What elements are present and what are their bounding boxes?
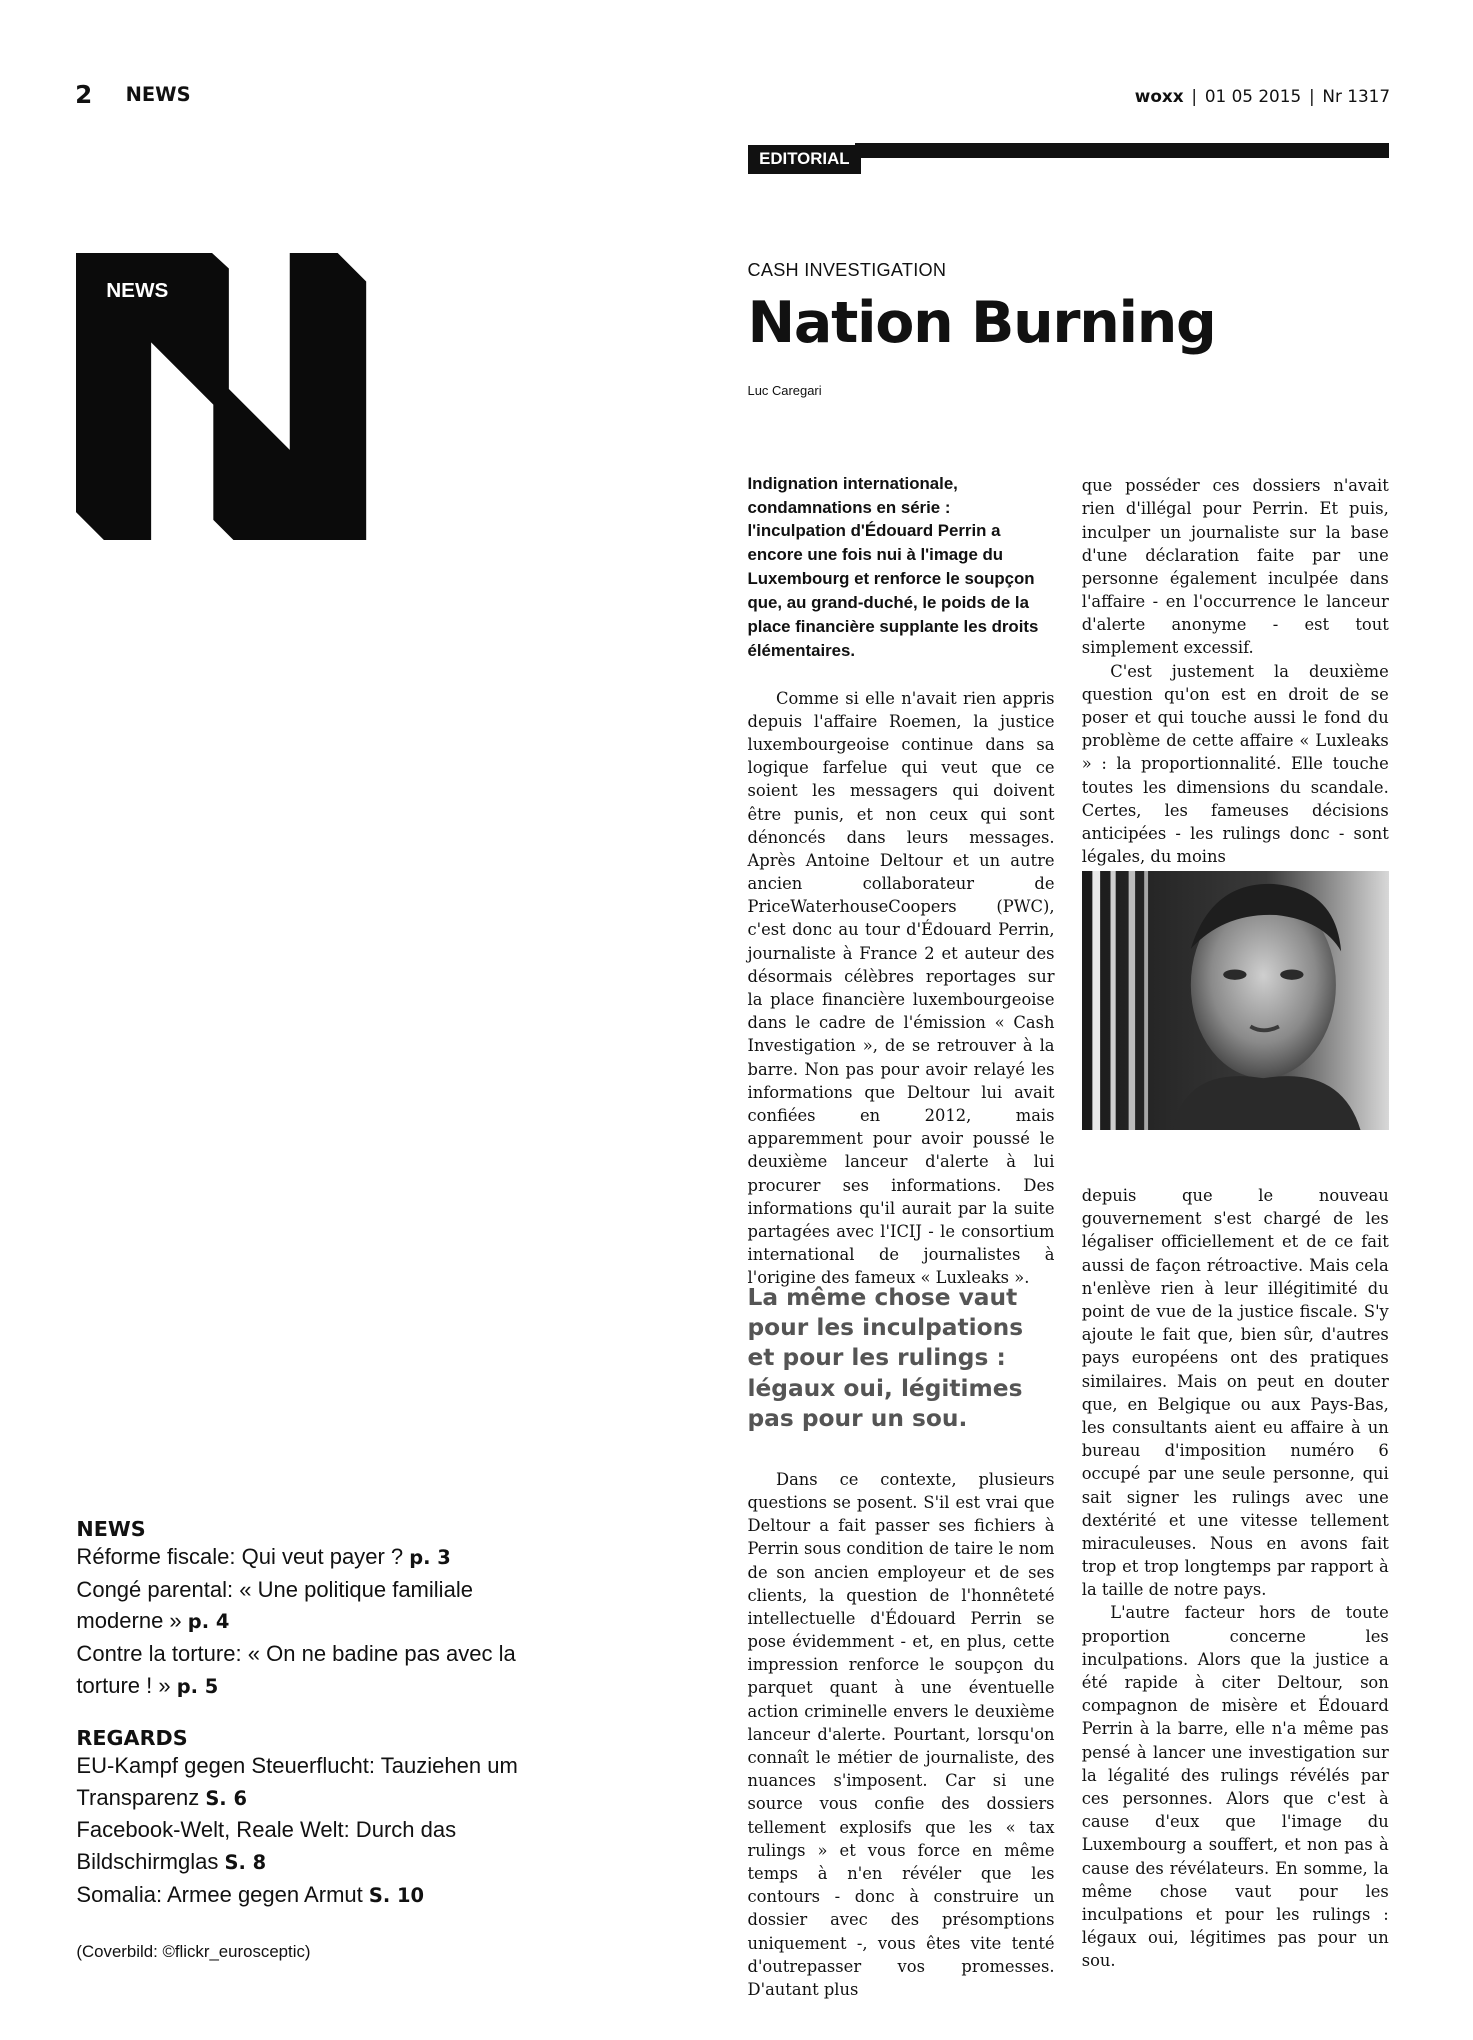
issue-number: Nr 1317 <box>1322 85 1391 106</box>
portrait-photo <box>1082 871 1389 1130</box>
article-paragraph: Comme si elle n'avait rien appris depuis l'affaire Roemen, la justice luxembourgeoise continue dans sa logique farfelue qui veut que ce soient les messagers qui doivent être punis, et non ceux qui sont dénoncés dans leurs messages. Après Antoine Deltour et un autre ancien collaborateur de PriceWaterhouseCoopers (PWC), c'est donc au tour d'Édouard Perrin, journaliste à France 2 et auteur des désormais célèbres reportages sur la place financière luxembourgeoise dans le cadre de l'émission « Cash Investigation », de se retrouver à la barre. Non pas pour avoir relayé les informations que Deltour lui avait confiées en 2012, mais apparemment pour avoir poussé le deuxième lanceur d'alerte à lui procurer ses informations. Des informations qu'il aurait par la suite partagées avec l'ICIJ - le consortium international de journalistes à l'origine des fameux « Luxleaks ». <box>747 688 1055 1288</box>
cover-credit: (Coverbild: ©flickr_eurosceptic) <box>76 1941 311 1961</box>
article-author: Luc Caregari <box>747 383 822 399</box>
toc-item[interactable]: Contre la torture: « On ne badine pas avec la torture ! » p. 5 <box>76 1641 516 1698</box>
issue-date: 01 05 2015 <box>1204 85 1302 106</box>
article-column-2-bottom <box>1082 1184 1389 1972</box>
toc-news-list <box>76 1541 542 1703</box>
article-column-1-top <box>748 687 1055 1290</box>
article-paragraph: que posséder ces dossiers n'avait rien d'illégal pour Perrin. Et puis, inculper un journaliste sur la base d'une déclaration faite par une personne également inculpée dans l'affaire - en l'occurrence le lanceur d'alerte anonyme - est tout simplement excessif. <box>1081 476 1389 658</box>
toc-item[interactable]: Somalia: Armee gegen Armut S. 10 <box>76 1881 425 1907</box>
editorial-rule <box>855 143 1389 159</box>
pull-quote: La même chose vaut pour les inculpations et pour les rulings : légaux oui, légitimes pas pour un sou. <box>747 1283 1024 1433</box>
toc-item[interactable]: Réforme fiscale: Qui veut payer ? p. 3 <box>76 1544 451 1570</box>
editorial-label: EDITORIAL <box>748 145 862 174</box>
portrait-photo-icon <box>1082 871 1389 1130</box>
logo-label: NEWS <box>106 278 169 302</box>
toc-regards-list <box>76 1750 542 1912</box>
toc-item[interactable]: EU-Kampf gegen Steuerflucht: Tauziehen um Transparenz S. 6 <box>76 1753 518 1810</box>
article-lead: Indignation internationale, condamnations en série : l'inculpation d'Édouard Perrin a encore une fois nui à l'image du Luxembourg et renforce le soupçon que, au grand-duché, le poids de la place financière supplante les droits élémentaires. <box>747 473 1039 661</box>
section-name: NEWS <box>125 82 191 106</box>
toc <box>76 1517 542 1912</box>
article-paragraph: L'autre facteur hors de toute proportion concerne les inculpations. Alors que la justice a été rapide à citer Deltour, son compagnon de misère et Édouard Perrin à la barre, elle n'a même pas pensé à lancer une investigation sur la légalité des rulings révélés par ces personnes. Alors que c'est à cause d'eux que l'image du Luxembourg a souffert, et non pas à cause des révélateurs. En somme, la même chose vaut pour les inculpations et pour les rulings : légaux oui, légitimes pas pour un sou. <box>1081 1603 1389 1971</box>
issue-meta: woxx | 01 05 2015 | Nr 1317 <box>1134 85 1391 106</box>
toc-news-heading: NEWS <box>76 1517 146 1542</box>
toc-regards-heading: REGARDS <box>76 1726 188 1750</box>
toc-item[interactable]: Congé parental: « Une politique familiale moderne » p. 4 <box>76 1576 473 1634</box>
article-paragraph: Dans ce contexte, plusieurs questions se posent. S'il est vrai que Deltour a fait passer ses fichiers à Perrin sous condition de taire le nom de son ancien employeur et de ses clients, la question de l'honnêteté intellectuelle d'Édouard Perrin se pose évidemment - et, en plus, cette impression renforce le soupçon du parquet quant à une éventuelle action criminelle envers le deuxième lanceur d'alerte. Pourtant, lorsqu'on connaît le métier de journaliste, des nuances s'imposent. Car si une source vous confie des dossiers tellement explosifs que les « tax rulings » et vous force en même temps à n'en révéler que les contours - donc à construire un dossier avec des présomptions uniquement -, vous êtes vite tenté d'outrepasser vos promesses. D'autant plus <box>747 1469 1055 1999</box>
toc-item[interactable]: Facebook-Welt, Reale Welt: Durch das Bildschirmglas S. 8 <box>76 1817 457 1875</box>
publication-name: woxx <box>1134 85 1184 106</box>
article-kicker: CASH INVESTIGATION <box>747 260 947 281</box>
article-column-2-top <box>1082 474 1389 868</box>
article-column-1-bottom <box>748 1468 1055 2001</box>
article-paragraph: depuis que le nouveau gouvernement s'est chargé de les légaliser officiellement et de ce fait aussi de façon rétroactive. Mais cela n'enlève rien à leur illégitimité du point de vue de la justice fiscale. S'y ajoute le fait que, bien sûr, d'autres pays européens ont des pratiques similaires. Mais on peut en douter que, en Belgique ou aux Pays-Bas, les consultants aient eu affaire à un bureau d'imposition numéro 6 occupé par une seule personne, qui sait signer les rulings avec une dextérité et une vitesse tellement miraculeuses. Nous en avons fait trop et trop longtemps par rapport à la taille de notre pays. <box>1081 1186 1389 1600</box>
article-title: Nation Burning <box>747 290 1216 357</box>
article-paragraph: C'est justement la deuxième question qu'on est en droit de se poser et qui touche aussi le fond du problème de cette affaire « Luxleaks » : la proportionnalité. Elle touche toutes les dimensions du scandale. Certes, les fameuses décisions anticipées - les rulings donc - sont légales, du moins <box>1081 661 1389 867</box>
page-number: 2 <box>75 80 93 110</box>
